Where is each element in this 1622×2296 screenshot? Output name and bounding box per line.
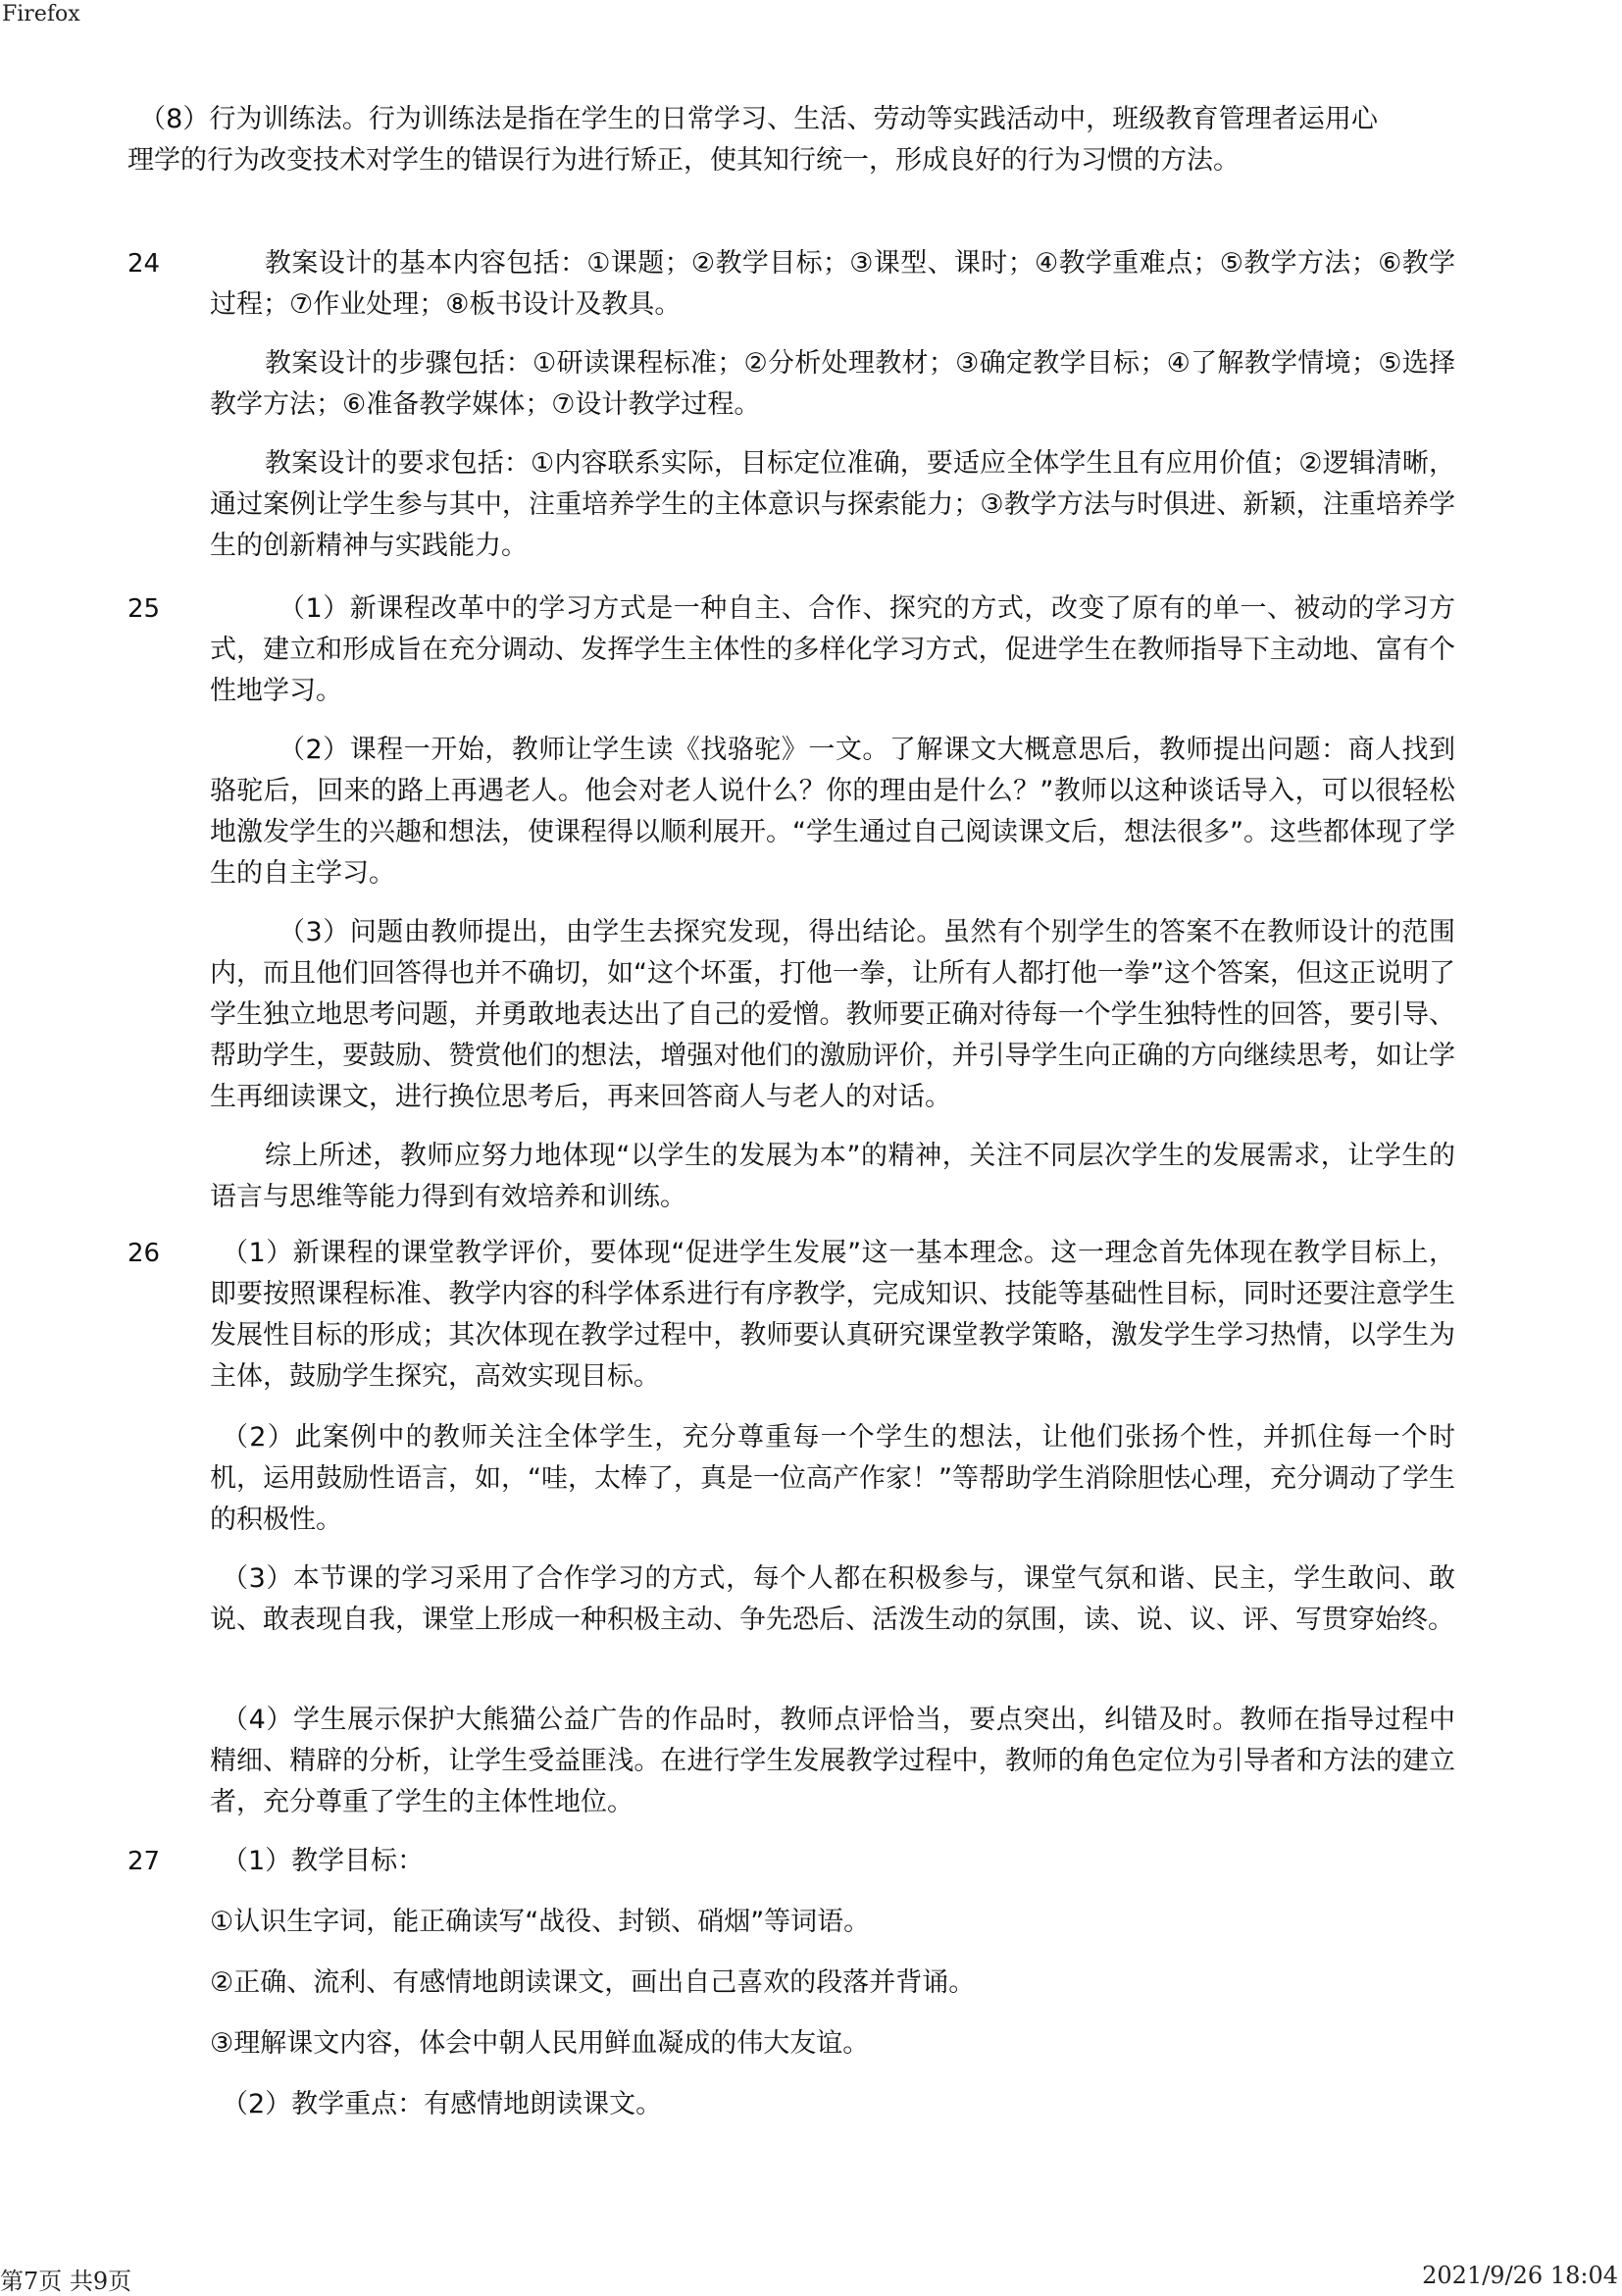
answer-paragraph: （4）学生展示保护大熊猫公益广告的作品时，教师点评恰当，要点突出，纠错及时。教师在指导过程中精细、精辟的分析，让学生受益匪浅。在进行学生发展教学过程中，教师的角色定位为引导者和方法的建立者，充分尊重了学生的主体性地位。 xyxy=(210,1705,1455,1817)
question-number: 27 xyxy=(127,1847,161,1876)
page-number: 第7页 共9页 xyxy=(0,2268,132,2295)
answer-paragraph: ③理解课文内容，体会中朝人民用鲜血凝成的伟大友谊。 xyxy=(210,2028,870,2059)
answer-paragraph: 教案设计的要求包括：①内容联系实际，目标定位准确，要适应全体学生且有应用价值；②逻辑清晰，通过案例让学生参与其中，注重培养学生的主体意识与探索能力；③教学方法与时俱进、新颖，注重培养学生的创新精神与实践能力。 xyxy=(210,448,1455,561)
answer-paragraph: ①认识生字词，能正确读写“战役、封锁、硝烟”等词语。 xyxy=(210,1907,871,1937)
answer-paragraph: （3）问题由教师提出，由学生去探究发现，得出结论。虽然有个别学生的答案不在教师设计的范围内，而且他们回答得也并不确切，如“这个坏蛋，打他一拳，让所有人都打他一拳”这个答案，但这正说明了学生独立地思考问题，并勇敢地表达出了自己的爱憎。教师要正确对待每一个学生独特性的回答，要引导、帮助学生，要鼓励、赞赏他们的想法，增强对他们的激励评价，并引导学生向正确的方向继续思考，如让学生再细读课文，进行换位思考后，再来回答商人与老人的对话。 xyxy=(210,917,1455,1112)
answer-paragraph: 综上所述，教师应努力地体现“以学生的发展为本”的精神，关注不同层次学生的发展需求，让学生的语言与思维等能力得到有效培养和训练。 xyxy=(210,1141,1455,1212)
intro-paragraph: （8）行为训练法。行为训练法是指在学生的日常学习、生活、劳动等实践活动中，班级教育管理者运用心理学的行为改变技术对学生的错误行为进行矫正，使其知行统一，形成良好的行为习惯的方法。 xyxy=(127,104,1378,176)
answer-paragraph: （1）教学目标： xyxy=(222,1846,425,1876)
print-datetime: 2021/9/26 18:04 xyxy=(1422,2262,1618,2289)
browser-label: Firefox xyxy=(2,2,80,26)
answer-paragraph: （2）课程一开始，教师让学生读《找骆驼》一文。了解课文大概意思后，教师提出问题：商人找到骆驼后，回来的路上再遇老人。他会对老人说什么？你的理由是什么？”教师以这种谈话导入，可以很轻松地激发学生的兴趣和想法，使课程得以顺利展开。“学生通过自己阅读课文后，想法很多”。这些都体现了学生的自主学习。 xyxy=(210,735,1455,889)
answer-paragraph: （2）此案例中的教师关注全体学生，充分尊重每一个学生的想法，让他们张扬个性，并抓住每一个时机，运用鼓励性语言，如，“哇，太棒了，真是一位高产作家！”等帮助学生消除胆怯心理，充分调动了学生的积极性。 xyxy=(210,1422,1455,1535)
answer-paragraph: （1）新课程的课堂教学评价，要体现“促进学生发展”这一基本理念。这一理念首先体现在教学目标上，即要按照课程标准、教学内容的科学体系进行有序教学，完成知识、技能等基础性目标，同时还要注意学生发展性目标的形成；其次体现在教学过程中，教师要认真研究课堂教学策略，激发学生学习热情，以学生为主体，鼓励学生探究，高效实现目标。 xyxy=(210,1238,1455,1392)
question-number: 25 xyxy=(127,594,161,624)
answer-paragraph: （2）教学重点：有感情地朗读课文。 xyxy=(222,2089,663,2119)
answer-paragraph: 教案设计的基本内容包括：①课题；②教学目标；③课型、课时；④教学重难点；⑤教学方法；⑥教学过程；⑦作业处理；⑧板书设计及教具。 xyxy=(210,248,1455,320)
question-number: 24 xyxy=(127,249,161,279)
answer-paragraph: （1）新课程改革中的学习方式是一种自主、合作、探究的方式，改变了原有的单一、被动的学习方式，建立和形成旨在充分调动、发挥学生主体性的多样化学习方式，促进学生在教师指导下主动地、富有个性地学习。 xyxy=(210,593,1455,706)
answer-paragraph: 教案设计的步骤包括：①研读课程标准；②分析处理教材；③确定教学目标；④了解教学情境；⑤选择教学方法；⑥准备教学媒体；⑦设计教学过程。 xyxy=(210,348,1455,420)
answer-paragraph: （3）本节课的学习采用了合作学习的方式，每个人都在积极参与，课堂气氛和谐、民主，学生敢问、敢说、敢表现自我，课堂上形成一种积极主动、争先恐后、活泼生动的氛围，读、说、议、评、写贯穿始终。 xyxy=(210,1563,1455,1635)
answer-paragraph: ②正确、流利、有感情地朗读课文，画出自己喜欢的段落并背诵。 xyxy=(210,1967,976,1998)
question-number: 26 xyxy=(127,1239,161,1268)
